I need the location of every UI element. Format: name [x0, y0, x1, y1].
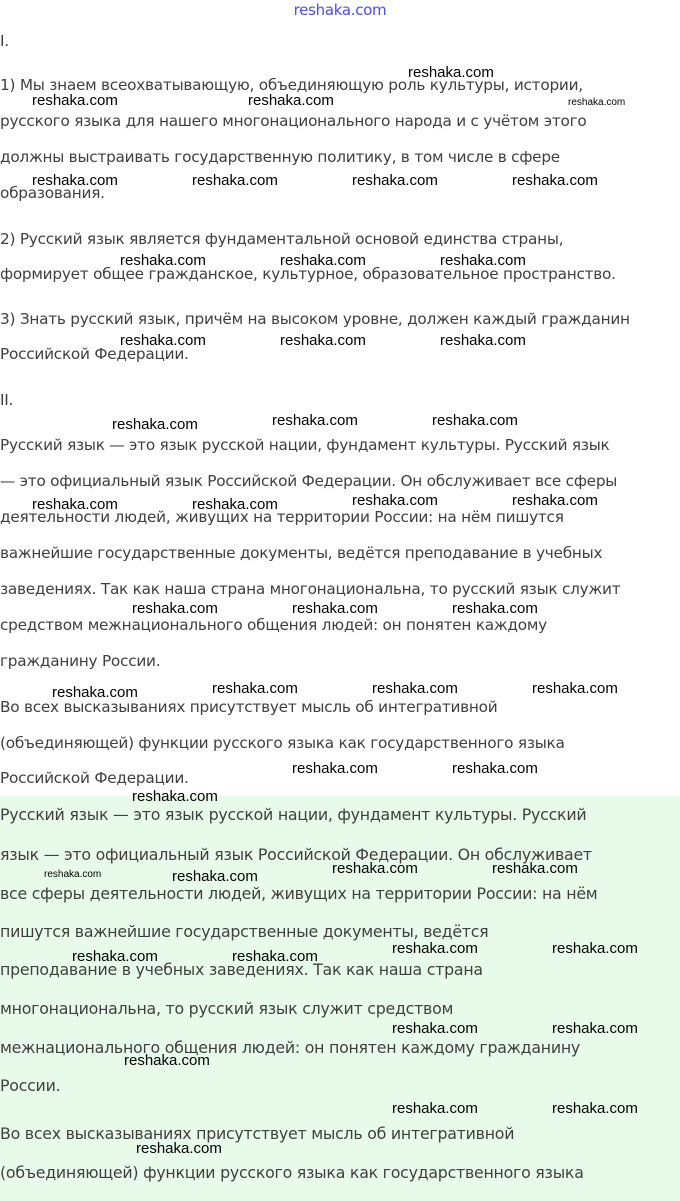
answer-line: многонациональна, то русский язык служит средством — [0, 999, 454, 1018]
watermark: reshaka.com — [72, 948, 158, 965]
text-line: 3) Знать русский язык, причём на высоком уровне, должен каждый гражданин — [0, 310, 630, 328]
text-line: (объединяющей) функции русского языка как государственного языка — [0, 734, 565, 752]
site-title[interactable]: reshaka.com — [293, 1, 387, 19]
watermark: reshaka.com — [552, 1020, 638, 1037]
watermark: reshaka.com — [408, 64, 494, 81]
watermark: reshaka.com — [212, 680, 298, 697]
watermark: reshaka.com — [352, 172, 438, 189]
watermark: reshaka.com — [280, 332, 366, 349]
text-line: важнейшие государственные документы, ведётся преподавание в учебных — [0, 544, 603, 562]
watermark: reshaka.com — [280, 252, 366, 269]
answer-line: преподавание в учебных заведениях. Так как наша страна — [0, 960, 483, 979]
watermark: reshaka.com — [292, 600, 378, 617]
watermark: reshaka.com — [172, 868, 258, 885]
watermark: reshaka.com — [132, 788, 218, 805]
watermark: reshaka.com — [372, 680, 458, 697]
text-line: Российской Федерации. — [0, 769, 189, 787]
watermark: reshaka.com — [452, 600, 538, 617]
text-line: формирует общее гражданское, культурное, образовательное пространство. — [0, 265, 616, 283]
text-line: средством межнационального общения людей: он понятен каждому — [0, 616, 547, 634]
answer-line: (объединяющей) функции русского языка как государственного языка — [0, 1163, 584, 1182]
text-line: Российской Федерации. — [0, 345, 189, 363]
section1-heading: I. — [0, 32, 9, 50]
text-line: заведениях. Так как наша страна многонациональна, то русский язык служит — [0, 580, 621, 598]
watermark: reshaka.com — [440, 332, 526, 349]
text-line: 1) Мы знаем всеохватывающую, объединяющую роль культуры, истории, — [0, 76, 583, 94]
answer-line: все сферы деятельности людей, живущих на территории России: на нём — [0, 884, 598, 903]
watermark: reshaka.com — [120, 332, 206, 349]
watermark: reshaka.com — [512, 492, 598, 509]
watermark: reshaka.com — [44, 869, 102, 880]
watermark: reshaka.com — [392, 1100, 478, 1117]
watermark: reshaka.com — [132, 600, 218, 617]
watermark: reshaka.com — [248, 92, 334, 109]
watermark: reshaka.com — [452, 760, 538, 777]
watermark: reshaka.com — [440, 252, 526, 269]
watermark: reshaka.com — [192, 172, 278, 189]
watermark: reshaka.com — [124, 1052, 210, 1069]
watermark: reshaka.com — [552, 1100, 638, 1117]
watermark: reshaka.com — [568, 97, 626, 108]
answer-line: России. — [0, 1076, 61, 1095]
watermark: reshaka.com — [272, 412, 358, 429]
watermark: reshaka.com — [392, 1020, 478, 1037]
watermark: reshaka.com — [112, 416, 198, 433]
text-line: деятельности людей, живущих на территории России: на нём пишутся — [0, 508, 564, 526]
section2-heading: II. — [0, 391, 14, 409]
text-line: образования. — [0, 184, 105, 202]
answer-line: язык — это официальный язык Российской Федерации. Он обслуживает — [0, 845, 592, 864]
answer-line: пишутся важнейшие государственные документы, ведётся — [0, 922, 489, 941]
text-line: Во всех высказываниях присутствует мысль об интегративной — [0, 698, 498, 716]
text-line: должны выстраивать государственную политику, в том числе в сфере — [0, 148, 560, 166]
watermark: reshaka.com — [532, 680, 618, 697]
watermark: reshaka.com — [120, 252, 206, 269]
watermark: reshaka.com — [232, 948, 318, 965]
watermark: reshaka.com — [392, 940, 478, 957]
text-line: Русский язык — это язык русской нации, фундамент культуры. Русский язык — [0, 436, 610, 454]
watermark: reshaka.com — [352, 492, 438, 509]
text-line: гражданину России. — [0, 652, 161, 670]
text-line: русского языка для нашего многонационального народа и с учётом этого — [0, 112, 587, 130]
text-line: — это официальный язык Российской Федерации. Он обслуживает все сферы — [0, 472, 618, 490]
answer-line: Во всех высказываниях присутствует мысль об интегративной — [0, 1124, 515, 1143]
watermark: reshaka.com — [32, 496, 118, 513]
watermark: reshaka.com — [52, 684, 138, 701]
answer-line: Русский язык — это язык русской нации, фундамент культуры. Русский — [0, 805, 587, 824]
answer-line: межнационального общения людей: он понятен каждому гражданину — [0, 1038, 581, 1057]
watermark: reshaka.com — [432, 412, 518, 429]
watermark: reshaka.com — [492, 860, 578, 877]
watermark: reshaka.com — [512, 172, 598, 189]
watermark: reshaka.com — [32, 92, 118, 109]
watermark: reshaka.com — [32, 172, 118, 189]
watermark: reshaka.com — [332, 860, 418, 877]
watermark: reshaka.com — [192, 496, 278, 513]
watermark: reshaka.com — [136, 1140, 222, 1157]
text-line: 2) Русский язык является фундаментальной основой единства страны, — [0, 230, 564, 248]
watermark: reshaka.com — [292, 760, 378, 777]
watermark: reshaka.com — [552, 940, 638, 957]
